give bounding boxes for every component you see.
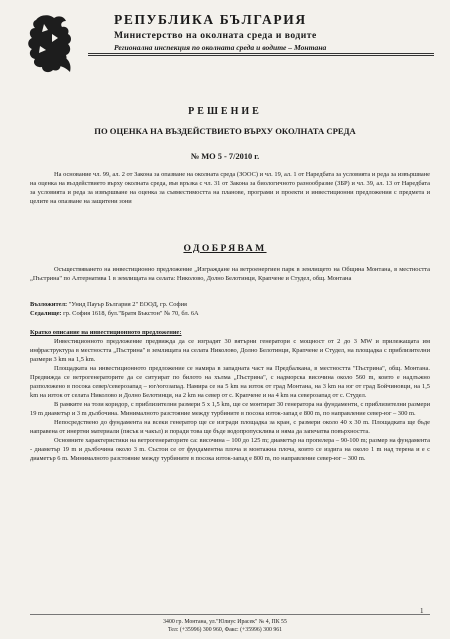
approve-heading: ОДОБРЯВАМ bbox=[183, 243, 267, 254]
seat-line bbox=[30, 309, 430, 318]
description-paragraph-3: В рамките на този коридор, с приблизителни размери 5 х 1,5 km, ще се монтират 30 генератора на фундаменти, с приблизителни размери 19 m диаметър и 3 m дълбочина. Минималното разстояние между турбините в посока изток-запад е 800 m, по направление север-юг – 300 m. bbox=[30, 401, 430, 417]
footer-address: 3400 гр. Монтана, ул."Юлиус Ирасек" № 4, ПК 55 bbox=[163, 619, 287, 625]
letterhead-rule bbox=[88, 53, 434, 54]
footer-phones: Тел: (+35996) 300 960, Факс: (+35996) 300 961 bbox=[167, 627, 283, 633]
contractor-label: Възложител: bbox=[30, 301, 68, 308]
decision-number: № МО 5 - 7/2010 г. bbox=[190, 152, 260, 161]
description-heading: Кратко описание на инвестиционното предложение: bbox=[30, 329, 182, 336]
description-paragraph-4: Непосредствено до фундамента на всеки генератор ще се изгради площадка за кран, с размери около 40 х 30 m. Площадката ще бъде направена от инертни материали (пясък и чакъл) и поради това ще бъде водопропускливa и няма да запечатва повърхността. bbox=[30, 419, 430, 435]
inspection-name: Регионална инспекция по околната среда и водите – Монтана bbox=[114, 43, 327, 52]
description-paragraph-1: Инвестиционното предложение предвижда да се изградят 30 вятърни генератори с мощност от 2 до 3 MW и прилежащата им инфраструктура в местността „Пъстрина" в землищата на селата Николово, Долно Белотинци, Крапчене и Студел, на площадка с приблизителни размери 3 km на 1,5 km. bbox=[30, 338, 430, 363]
contractor-value: "Унид Пауър България 2" ЕООД, гр. София bbox=[68, 301, 187, 308]
contractor-block bbox=[30, 300, 430, 318]
decision-subtitle: ПО ОЦЕНКА НА ВЪЗДЕЙСТВИЕТО ВЪРХУ ОКОЛНАТА СРЕДА bbox=[94, 126, 356, 136]
legal-basis-text: На основание чл. 99, ал. 2 от Закона за опазване на околната среда (ЗООС) и чл. 19, ал. 1 от Наредбата за условията и реда за извършване на оценка на въздействието върху околната среда, във връзка с чл. 31 от Закона за биологичното разнообразие (ЗБР) и чл. 39, ал. 13 от Наредбата за условията и реда за извършване на оценка за съвместимостта на планове, програми и проекти и инвестиционни предложения с предмета и целите на опазване на защитени зони bbox=[30, 171, 430, 205]
approve-text: Осъществяването на инвестиционно предложение „Изграждане на ветроенергиен парк в землището на Община Монтана, в местността „Пъстрина" по Алтернатива 1 в землищата на селата: Николово, Долно Белотинци, Крапчене и Студел, общ. Монтана bbox=[30, 266, 430, 282]
page-number: 1 bbox=[420, 607, 424, 615]
decision-title: РЕШЕНИЕ bbox=[188, 106, 262, 117]
contractor-line bbox=[30, 300, 430, 309]
legal-basis bbox=[30, 170, 430, 206]
letterhead bbox=[114, 12, 434, 53]
lion-crest-icon bbox=[22, 12, 80, 76]
description-paragraph-2: Площадката на инвестиционното предложение се намира в западната част на Предбалкана, в местността "Пъстрина", общ. Монтана. Предвижда се ветрогенераторите да се ситуират по билото на хълма „Пъстрина", с надморска височина около 560 m, които е надлъжно разположено в посока север/северозапад – юг/югозапад. Намира се на 5 km на изток от град Монтана, на 3 km на юг от град Бойчиновци, на 1,5 km на изток от селата Николово и Долно Белотинци, на 2 km на север от с. Крапчене и на 4 km на северозапад от с. Студел. bbox=[30, 365, 430, 399]
letterhead-rule-2 bbox=[88, 55, 434, 56]
seat-value: гр. София 1618, бул."Братя Бъкстон" № 70, бл. 6А bbox=[63, 310, 199, 317]
description-paragraph-5: Основните характеристики на ветрогенераторите са: височина – 100 до 125 m; диаметър на пропелера – 90-100 m; размер на фундамента - диаметър 19 m и дълбочина около 3 m. Състои се от фундаментна плоча и монтажна плоча, които се издига на около 1 m над терена и е с диаметър 6 m. Минималното разстояние между турбините в посока изток-запад е 800 m, по направление север-юг – 300 m. bbox=[30, 437, 430, 462]
footer-rule bbox=[30, 614, 430, 615]
ministry-name: Министерство на околната среда и водите bbox=[114, 30, 317, 41]
footer bbox=[0, 618, 450, 634]
seat-label: Седалище: bbox=[30, 310, 62, 317]
approve-block bbox=[30, 265, 430, 283]
description-block bbox=[30, 328, 430, 463]
country-name: РЕПУБЛИКА БЪЛГАРИЯ bbox=[114, 12, 307, 27]
